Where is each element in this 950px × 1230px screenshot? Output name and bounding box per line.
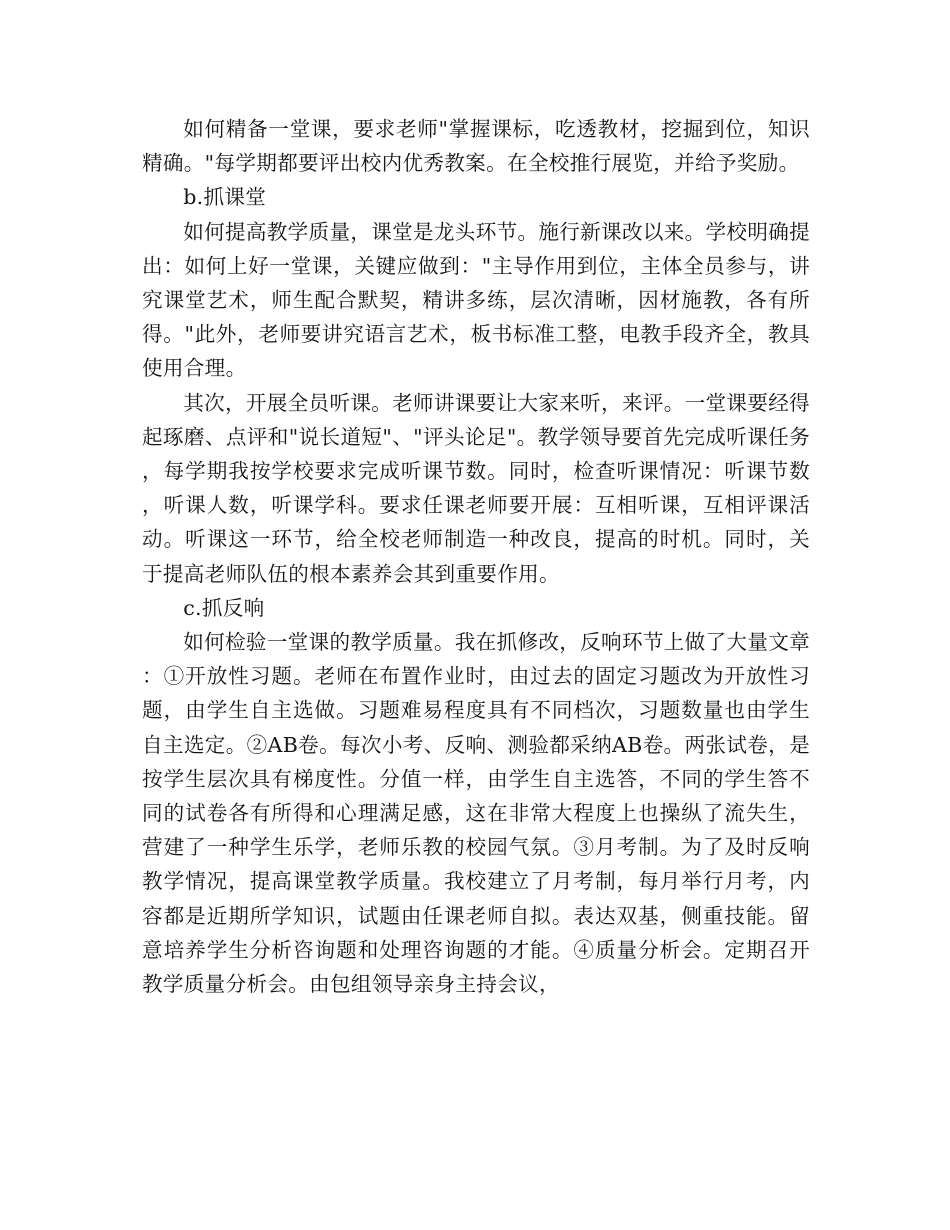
paragraph-classroom-quality: 如何提高教学质量，课堂是龙头环节。施行新课改以来。学校明确提出：如何上好一堂课，关键应做到："主导作用到位，主体全员参与，讲究课堂艺术，师生配合默契，精讲多练，层次清晰，因材施教，各有所得。"此外，老师要讲究语言艺术，板书标准工整，电教手段齐全，教具使用合理。 <box>142 219 810 381</box>
document-body <box>142 112 810 1001</box>
paragraph-lesson-prep: 如何精备一堂课，要求老师"掌握课标，吃透教材，挖掘到位，知识精确。"每学期都要评出校内优秀教案。在全校推行展览，并给予奖励。 <box>142 117 810 176</box>
paragraph-feedback-measures: 如何检验一堂课的教学质量。我在抓修改，反响环节上做了大量文章：①开放性习题。老师在布置作业时，由过去的固定习题改为开放性习题，由学生自主选做。习题难易程度具有不同档次，习题数量也由学生自主选定。②AB卷。每次小考、反响、测验都采纳AB卷。两张试卷，是按学生层次具有梯度性。分值一样，由学生自主选答，不同的学生答不同的试卷各有所得和心理满足感，这在非常大程度上也操纵了流失生，营建了一种学生乐学，老师乐教的校园气氛。③月考制。为了及时反响教学情况，提高课堂教学质量。我校建立了月考制，每月举行月考，内容都是近期所学知识，试题由任课老师自拟。表达双基，侧重技能。留意培养学生分析咨询题和处理咨询题的才能。④质量分析会。定期召开教学质量分析会。由包组领导亲身主持会议， <box>142 630 810 997</box>
section-heading-classroom: b.抓课堂 <box>183 185 267 210</box>
paragraph-lesson-observation: 其次，开展全员听课。老师讲课要让大家来听，来评。一堂课要经得起琢磨、点评和"说长道短"、"评头论足"。教学领导要首先完成听课任务，每学期我按学校要求完成听课节数。同时，检查听课情况：听课节数，听课人数，听课学科。要求任课老师要开展：互相听课，互相评课活动。听课这一环节，给全校老师制造一种改良，提高的时机。同时，关于提高老师队伍的根本素养会其到重要作用。 <box>142 390 810 586</box>
section-heading-feedback: c.抓反响 <box>183 595 265 620</box>
